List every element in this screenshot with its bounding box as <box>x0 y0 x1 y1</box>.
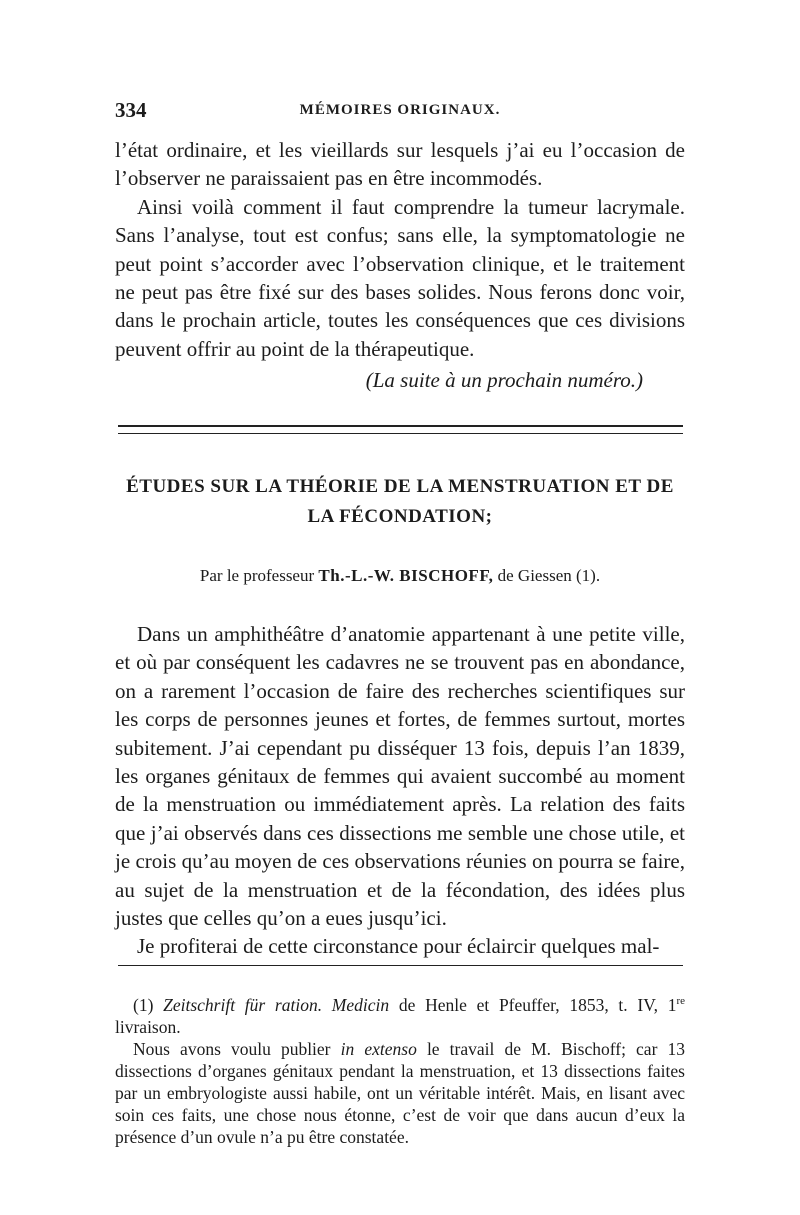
footnote-marker: (1) <box>133 994 154 1015</box>
footnote-journal: Zeitschrift für ration. Medicin <box>163 994 390 1015</box>
editor-note-start: Nous avons voulu publier <box>133 1038 331 1059</box>
section-divider <box>118 425 683 434</box>
running-title: MÉMOIRES ORIGINAUX. <box>299 102 501 118</box>
continuation-text <box>115 136 685 363</box>
footnote-source <box>115 990 685 1038</box>
byline-author: Th.-L.-W. BISCHOFF, <box>318 566 494 585</box>
footnote-livraison-superscript: re <box>676 995 685 1007</box>
to-be-continued-note: (La suite à un prochain numéro.) <box>365 368 643 392</box>
byline-suffix: de Giessen (1). <box>497 566 601 585</box>
footnote-source-rest: de Henle et Pfeuffer, 1853, t. IV, <box>398 994 658 1015</box>
editor-note-italic: in extenso <box>340 1038 417 1059</box>
footnote-livraison-number: 1 <box>667 994 677 1015</box>
continuation-paragraph-1: l’état ordinaire, et les vieillards sur lesquels j’ai eu l’occasion de l’observer ne paraissaient pas en être incommodés. <box>115 138 685 191</box>
footnote-editor-note <box>115 1038 685 1148</box>
continuation-paragraph-2: Ainsi voilà comment il faut comprendre la tumeur lacrymale. Sans l’analyse, tout est confus; sans elle, la symptomatologie ne peut point s’accorder avec l’observation clinique, et le traitement ne peut pas être fixé sur des bases solides. Nous ferons donc voir, dans le prochain article, toutes les conséquences que ces divisions peuvent offrir au point de la thérapeutique. <box>115 194 685 361</box>
page-header <box>115 98 685 128</box>
footnote-livraison-text: livraison. <box>115 1016 181 1037</box>
article-paragraph-1: Dans un amphithéâtre d’anatomie appartenant à une petite ville, et où par conséquent les cadavres ne se trouvent pas en abondance, on a rarement l’occasion de faire des recherches scientifiques sur les corps de personnes jeunes et fortes, de femmes surtout, mortes subitement. J’ai cependant pu disséquer 13 fois, depuis l’an 1839, les organes génitaux de femmes qui avaient succombé au moment de la menstruation ou immédiatement après. La relation des faits que j’ai observés dans ces dissections me semble une chose utile, et je crois qu’au moyen de ces observations réunies on pourra se faire, au sujet de la menstruation et de la fécondation, des idées plus justes que celles qu’on a eues jusqu’ici. <box>115 622 685 931</box>
footnote-divider <box>118 965 683 966</box>
page-number: 334 <box>115 98 147 122</box>
article-title: ÉTUDES SUR LA THÉORIE DE LA MENSTRUATION ET DE LA FÉCONDATION; <box>126 476 674 527</box>
article-paragraph-2: Je profiterai de cette circonstance pour éclaircir quelques mal- <box>137 934 660 959</box>
article-body <box>115 620 685 961</box>
editor-note-rest: le travail de M. Bischoff; car 13 dissections d’organes génitaux pendant la menstruation, et 13 dissections faites par un embryologiste aussi habile, ont un véritable intérêt. Mais, en lisant avec soin ces faits, une chose nous étonne, c’est de voir que dans aucun d’eux la présence d’un ovule n’a pu être constatée. <box>115 1038 686 1147</box>
byline-prefix: Par le professeur <box>199 566 315 585</box>
footnotes <box>115 990 685 1148</box>
article-byline <box>115 566 685 586</box>
